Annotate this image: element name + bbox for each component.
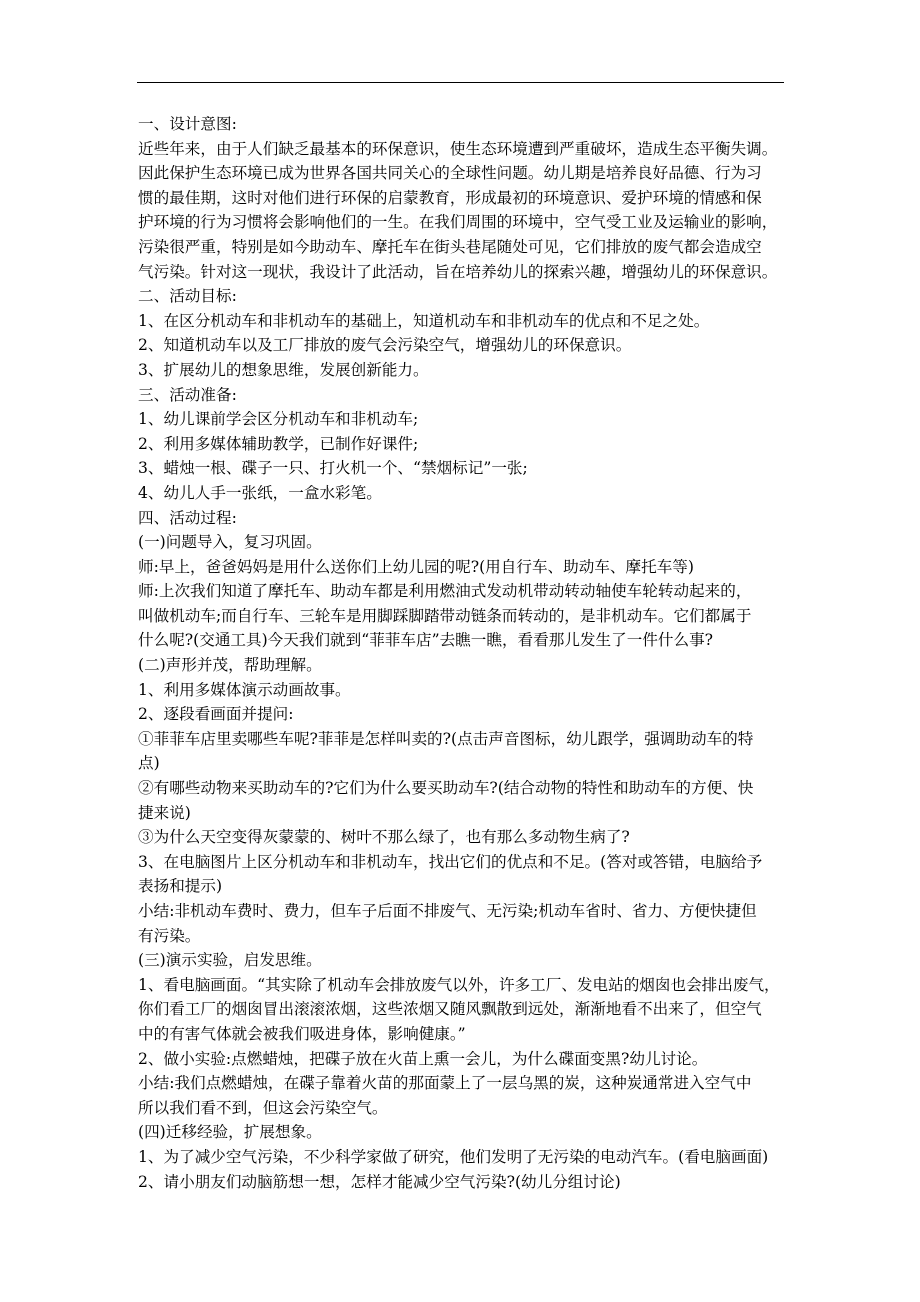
text-line: 三、活动准备: <box>138 385 237 404</box>
text-line: 4、幼儿人手一张纸，一盒水彩笔。 <box>138 483 382 502</box>
text-line: 因此保护生态环境已成为世界各国共同关心的全球性问题。幼儿期是培养良好品德、行为习 <box>138 164 762 183</box>
text-line: 表扬和提示) <box>138 877 223 896</box>
text-line: (四)迁移经验，扩展想象。 <box>138 1123 322 1142</box>
text-line: 师:上次我们知道了摩托车、助动车都是利用燃油式发动机带动转动轴使车轮转动起来的， <box>138 582 752 601</box>
text-line: 2、知道机动车以及工厂排放的废气会污染空气，增强幼儿的环保意识。 <box>138 336 632 355</box>
text-line: 一、设计意图: <box>138 115 237 133</box>
text-line: 二、活动目标: <box>138 287 237 306</box>
text-line: 1、利用多媒体演示动画故事。 <box>138 680 351 699</box>
text-line: 3、蜡烛一根、碟子一只、打火机一个、“禁烟标记”一张; <box>138 459 528 478</box>
document-body <box>138 112 788 1194</box>
text-line: (二)声形并茂，帮助理解。 <box>138 656 322 675</box>
text-line: 1、为了减少空气污染，不少科学家做了研究，他们发明了无污染的电动汽车。(看电脑画面) <box>138 1147 769 1166</box>
text-line: 1、在区分机动车和非机动车的基础上，知道机动车和非机动车的优点和不足之处。 <box>138 311 710 330</box>
text-line: 1、幼儿课前学会区分机动车和非机动车; <box>138 410 419 429</box>
text-line: 点) <box>138 754 160 773</box>
text-line: 小结:非机动车费时、费力，但车子后面不排废气、无污染;机动车省时、省力、方便快捷但 <box>138 902 757 920</box>
text-line: ①菲菲车店里卖哪些车呢?菲菲是怎样叫卖的?(点击声音图标，幼儿跟学，强调助动车的特 <box>138 729 754 748</box>
text-line: 3、扩展幼儿的想象思维，发展创新能力。 <box>138 360 429 379</box>
text-line: 3、在电脑图片上区分机动车和非机动车，找出它们的优点和不足。(答对或答错，电脑给予 <box>138 852 763 871</box>
text-line: 1、看电脑画面。“其实除了机动车会排放废气以外，许多工厂、发电站的烟囱也会排出废气， <box>138 975 780 994</box>
text-line: 捷来说) <box>138 803 191 822</box>
text-line: 2、请小朋友们动脑筋想一想，怎样才能减少空气污染?(幼儿分组讨论) <box>138 1172 621 1191</box>
text-line: 中的有害气体就会被我们吸进身体，影响健康。” <box>138 1024 466 1043</box>
header-rule <box>137 82 784 83</box>
text-line: 2、利用多媒体辅助教学，已制作好课件; <box>138 434 419 453</box>
text-line: 叫做机动车;而自行车、三轮车是用脚踩脚踏带动链条而转动的，是非机动车。它们都属于 <box>138 606 752 625</box>
text-line: 惯的最佳期，这时对他们进行环保的启蒙教育，形成最初的环境意识、爱护环境的情感和保 <box>138 188 762 207</box>
text-line: ③为什么天空变得灰蒙蒙的、树叶不那么绿了，也有那么多动物生病了? <box>138 828 630 847</box>
text-line: (三)演示实验，启发思维。 <box>138 951 322 970</box>
text-line: 近些年来，由于人们缺乏最基本的环保意识，使生态环境遭到严重破坏，造成生态平衡失调。 <box>138 139 778 158</box>
text-line: 护环境的行为习惯将会影响他们的一生。在我们周围的环境中，空气受工业及运输业的影响， <box>138 213 778 232</box>
text-line: 有污染。 <box>138 926 201 945</box>
text-line: 所以我们看不到，但这会污染空气。 <box>138 1098 388 1117</box>
text-line: 2、做小实验:点燃蜡烛，把碟子放在火苗上熏一会儿，为什么碟面变黑?幼儿讨论。 <box>138 1049 708 1068</box>
text-line: 你们看工厂的烟囱冒出滚滚浓烟，这些浓烟又随风飘散到远处，渐渐地看不出来了，但空气 <box>138 1000 762 1019</box>
text-line: 污染很严重，特别是如今助动车、摩托车在街头巷尾随处可见，它们排放的废气都会造成空 <box>138 237 762 256</box>
text-line: ②有哪些动物来买助动车的?它们为什么要买助动车?(结合动物的特性和助动车的方便、快 <box>138 779 754 798</box>
text-line: 气污染。针对这一现状，我设计了此活动，旨在培养幼儿的探索兴趣，增强幼儿的环保意识。 <box>138 262 778 281</box>
text-line: 师:早上，爸爸妈妈是用什么送你们上幼儿园的呢?(用自行车、助动车、摩托车等) <box>138 557 694 576</box>
text-line: 2、逐段看画面并提问: <box>138 705 294 724</box>
text-line: 什么呢?(交通工具)今天我们就到“菲菲车店”去瞧一瞧，看看那儿发生了一件什么事? <box>138 631 714 650</box>
text-line: 四、活动过程: <box>138 508 237 527</box>
text-line: 小结:我们点燃蜡烛，在碟子靠着火苗的那面蒙上了一层乌黑的炭，这种炭通常进入空气中 <box>138 1074 752 1093</box>
text-line: (一)问题导入，复习巩固。 <box>138 533 322 552</box>
